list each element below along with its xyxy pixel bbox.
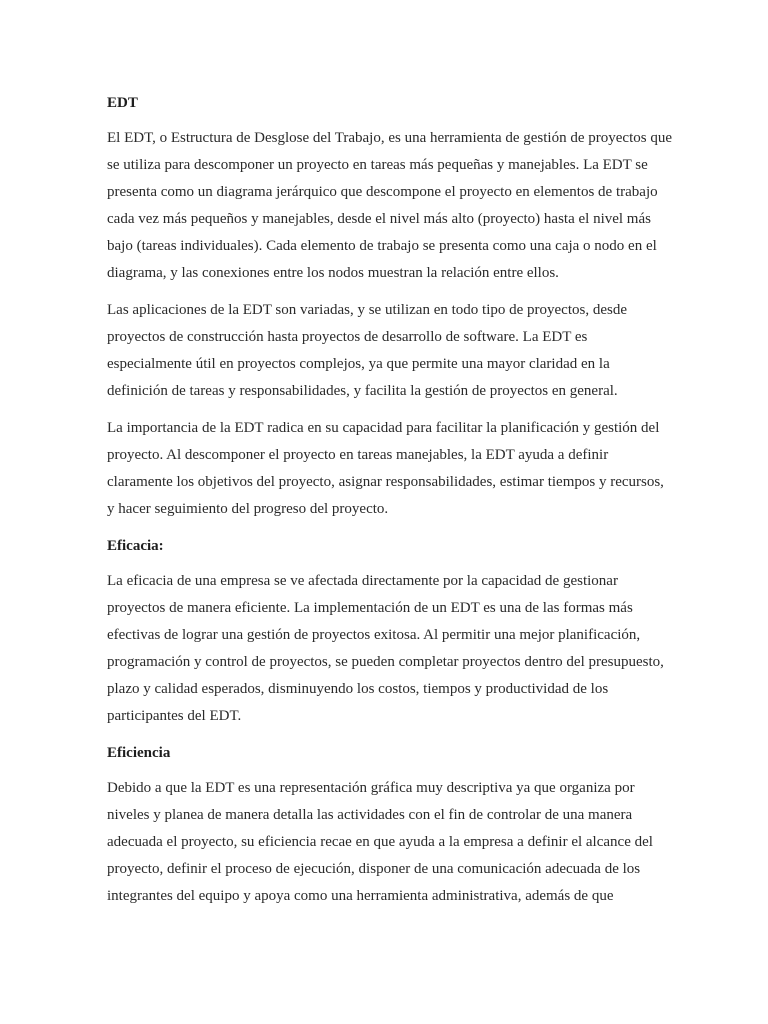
paragraph-edt-importance: La importancia de la EDT radica en su capacidad para facilitar la planificación y gestión del proyecto. Al descomponer el proyecto en tareas manejables, la EDT ayuda a definir claramente los objetivos del proyecto, asignar responsabilidades, estimar tiempos y recursos, y hacer seguimiento del progreso del proyecto. [107,420,664,517]
section-heading-eficacia: Eficacia: [107,538,164,554]
section-heading-eficiencia: Eficiencia [107,745,171,761]
paragraph-eficiencia: Debido a que la EDT es una representación gráfica muy descriptiva ya que organiza por niveles y planea de manera detalla las actividades con el fin de controlar de una manera adecuada el proyecto, su eficiencia recae en que ayuda a la empresa a definir el alcance del proyecto, definir el proceso de ejecución, disponer de una comunicación adecuada de los integrantes del equipo y apoya como una herramienta administrativa, además de que [107,780,653,904]
paragraph-edt-definition: El EDT, o Estructura de Desglose del Trabajo, es una herramienta de gestión de proyectos que se utiliza para descomponer un proyecto en tareas más pequeñas y manejables. La EDT se presenta como un diagrama jerárquico que descompone el proyecto en elementos de trabajo cada vez más pequeños y manejables, desde el nivel más alto (proyecto) hasta el nivel más bajo (tareas individuales). Cada elemento de trabajo se presenta como una caja o nodo en el diagrama, y las conexiones entre los nodos muestran la relación entre ellos. [107,130,672,281]
section-heading-edt: EDT [107,95,138,111]
paragraph-edt-applications: Las aplicaciones de la EDT son variadas, y se utilizan en todo tipo de proyectos, desde proyectos de construcción hasta proyectos de desarrollo de software. La EDT es especialmente útil en proyectos complejos, ya que permite una mayor claridad en la definición de tareas y responsabilidades, y facilita la gestión de proyectos en general. [107,302,627,399]
paragraph-eficacia: La eficacia de una empresa se ve afectada directamente por la capacidad de gestionar proyectos de manera eficiente. La implementación de un EDT es una de las formas más efectivas de lograr una gestión de proyectos exitosa. Al permitir una mejor planificación, programación y control de proyectos, se pueden completar proyectos dentro del presupuesto, plazo y calidad esperados, disminuyendo los costos, tiempos y productividad de los participantes del EDT. [107,573,664,724]
